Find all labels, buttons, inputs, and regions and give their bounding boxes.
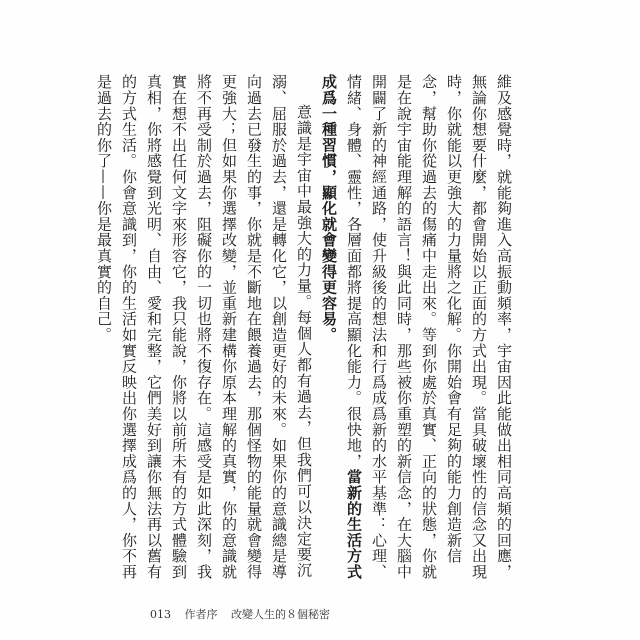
section-label: 作者序 xyxy=(184,608,218,621)
book-title: 改變人生的８個秘密 xyxy=(231,608,330,621)
paragraph xyxy=(316,74,516,594)
page-footer xyxy=(150,606,340,622)
paragraph: 意識是宇宙中最強大的力量。每個人都有過去，但我們可以決定要沉溺、屈服於過去，還是轉化它，以創造更好的未來。如果你的意識總是導向過去已發生的事，你就是不斷地在餵養過去，那個怪物的能量就會變得更強大；但如果你選擇改變，並重新建構你原本理解的真實，你的意識就將不再受制於過去，阻礙你的一切也將不復存在。這感受是如此深刻，我實在想不出任何文字來形容它，我只能說，你將以前所未有的方式體驗到真相，你將感覺到光明、自由、愛和完整，它們美好到讓你無法再以舊有的方式生活。你會意識到，你的生活如實反映出你選擇成爲的人，你不再是過去的你了——你是最真實的自己。 xyxy=(95,74,313,580)
bold-sentence: 當新的生活方式成爲一種習慣，顯化就會變得更容易。 xyxy=(320,74,363,580)
paragraph-text: 維及感覺時，就能夠進入高振動頻率，宇宙因此能做出相同高頻的回應，無論你想要什麼，都會開始以正面的方式出現。當具破壞性的信念又出現時，你就能以更強大的力量將之化解。你開始會有足夠的能力創造新信念，幫助你從過去的傷痛中走出來。等到你處於真實、正向的狀態，你就是在說宇宙能理解的語言！與此同時，那些被你重塑的新信念，在大腦中開闢了新的神經通路，使升級後的想法和行爲成爲新的水平基準：心理、情緒、身體、靈性，各層面都將提高顯化能力。很快地， xyxy=(345,74,513,580)
body-text xyxy=(91,74,516,594)
page-number: 013 xyxy=(150,608,171,621)
